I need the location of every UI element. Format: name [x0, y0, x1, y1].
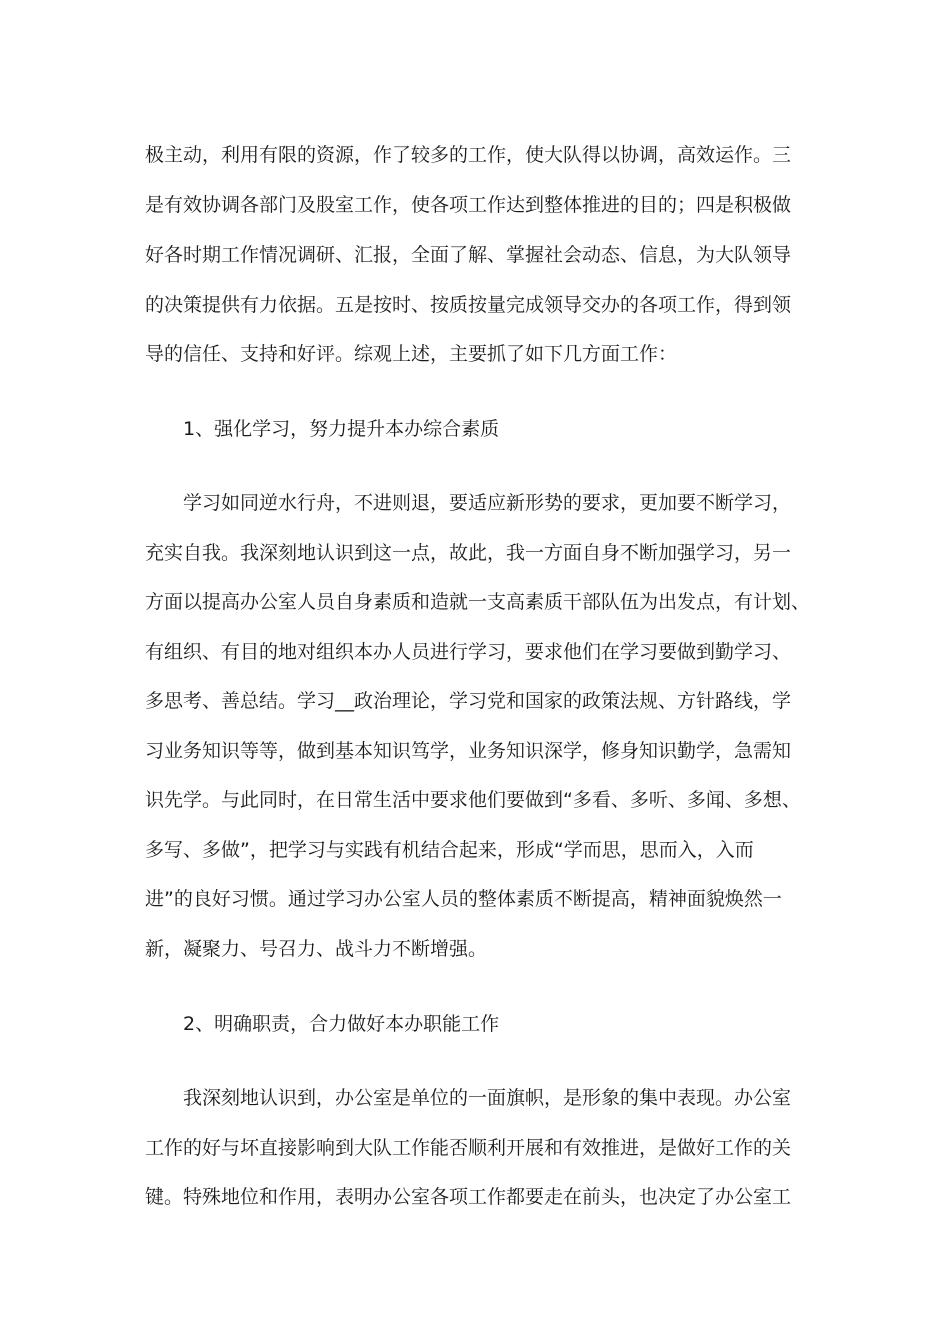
body-text-line: 习业务知识等等，做到基本知识笃学，业务知识深学，修身知识勤学，急需知 — [145, 740, 792, 762]
body-text-line: 有组织、有目的地对组织本办人员进行学习，要求他们在学习要做到勤学习、 — [145, 641, 792, 663]
body-text-line: 极主动，利用有限的资源，作了较多的工作，使大队得以协调，高效运作。三 — [145, 144, 792, 166]
body-text-line: 键。特殊地位和作用，表明办公室各项工作都要走在前头，也决定了办公室工 — [145, 1186, 792, 1208]
body-text-line: 进”的良好习惯。通过学习办公室人员的整体素质不断提高，精神面貌焕然一 — [145, 888, 782, 910]
body-text-line: 工作的好与坏直接影响到大队工作能否顺利开展和有效推进，是做好工作的关 — [145, 1137, 792, 1159]
body-text-line: 识先学。与此同时，在日常生活中要求他们要做到“多看、多听、多闻、多想、 — [145, 789, 801, 811]
body-text-line: 方面以提高办公室人员自身素质和造就一支高素质干部队伍为出发点，有计划、 — [145, 591, 811, 613]
body-text-line: 导的信任、支持和好评。综观上述，主要抓了如下几方面工作： — [145, 343, 678, 365]
section-heading: 1、强化学习，努力提升本办综合素质 — [183, 418, 500, 440]
body-text-line: 的决策提供有力依据。五是按时、按质按量完成领导交办的各项工作，得到领 — [145, 294, 792, 316]
body-text-line: 多写、多做”，把学习与实践有机结合起来，形成“学而思，思而入，入而 — [145, 839, 754, 861]
body-text-line: 好各时期工作情况调研、汇报，全面了解、掌握社会动态、信息，为大队领导 — [145, 244, 792, 266]
body-text-line: 是有效协调各部门及股室工作，使各项工作达到整体推进的目的；四是积极做 — [145, 194, 792, 216]
body-text-line: 学习如同逆水行舟，不进则退，要适应新形势的要求，更加要不断学习， — [183, 492, 792, 514]
body-text-line: 多思考、善总结。学习__政治理论，学习党和国家的政策法规、方针路线，学 — [145, 690, 792, 712]
body-text-line: 充实自我。我深刻地认识到这一点，故此，我一方面自身不断加强学习，另一 — [145, 542, 792, 564]
section-heading: 2、明确职责，合力做好本办职能工作 — [183, 1013, 500, 1035]
body-text-line: 新，凝聚力、号召力、战斗力不断增强。 — [145, 938, 488, 960]
body-text-line: 我深刻地认识到，办公室是单位的一面旗帜，是形象的集中表现。办公室 — [183, 1087, 792, 1109]
